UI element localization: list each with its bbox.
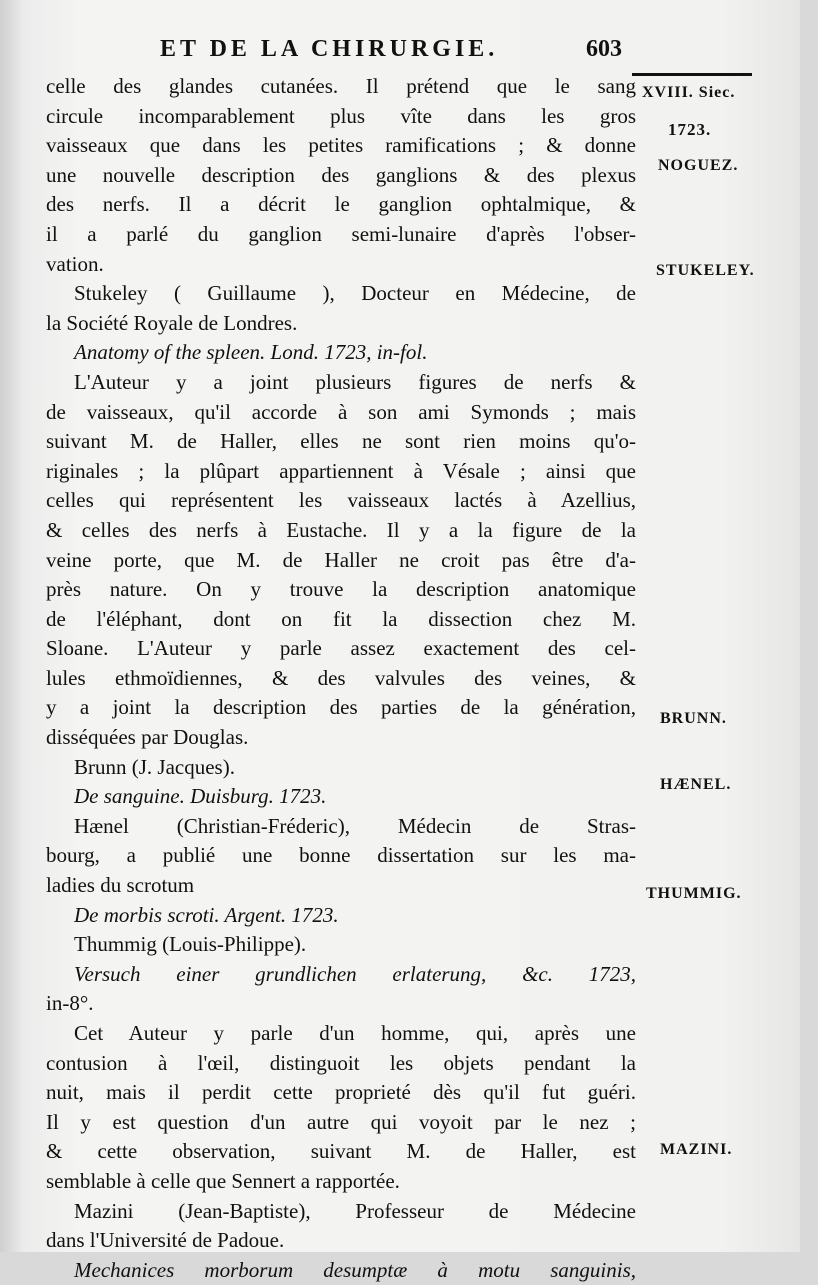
text-line: Sloane. L'Auteur y parle assez exactement des cel-	[46, 636, 636, 661]
text-line: Hænel (Christian-Fréderic), Médecin de Stras-	[74, 813, 636, 838]
text-line: De morbis scroti. Argent. 1723.	[74, 902, 339, 927]
body-text	[46, 72, 636, 1285]
text-line: Stukeley ( Guillaume ), Docteur en Médecine, de	[74, 281, 636, 306]
text-line: il a parlé du ganglion semi-lunaire d'après l'obser-	[46, 221, 636, 246]
text-line: Versuch einer grundlichen erlaterung, &c. 1723,	[74, 961, 636, 986]
text-line: Cet Auteur y parle d'un homme, qui, après une	[74, 1021, 636, 1045]
text-line: dans l'Université de Padoue.	[46, 1228, 285, 1253]
margin-name-noguez: NOGUEZ.	[658, 157, 739, 174]
text-line: semblable à celle que Sennert a rapportée.	[46, 1168, 400, 1193]
text-line: de vaisseaux, qu'il accorde à son ami Symonds ; mais	[46, 399, 636, 424]
page-number: 603	[586, 36, 622, 62]
text-line: Anatomy of the spleen. Lond. 1723, in-fol.	[74, 340, 428, 365]
text-line: & celles des nerfs à Eustache. Il y a la figure de la	[46, 517, 636, 542]
text-line: & cette observation, suivant M. de Haller, est	[46, 1139, 636, 1164]
text-line: disséquées par Douglas.	[46, 725, 249, 750]
margin-name-brunn: BRUNN.	[660, 710, 727, 727]
text-line: Thummig (Louis-Philippe).	[74, 932, 307, 957]
text-line: de l'éléphant, dont on fit la dissection chez M.	[46, 606, 636, 631]
text-line: celle des glandes cutanées. Il prétend que le sang	[46, 74, 636, 98]
margin-name-mazini: MAZINI.	[660, 1141, 733, 1158]
text-line: celles qui représentent les vaisseaux lactés à Azellius,	[46, 488, 636, 513]
margin-year: 1723.	[668, 120, 712, 139]
text-line: une nouvelle description des ganglions & des plexus	[46, 162, 636, 187]
text-line: bourg, a publié une bonne dissertation sur les ma-	[46, 843, 636, 868]
text-line: contusion à l'œil, distinguoit les objets pendant la	[46, 1050, 636, 1075]
text-line: des nerfs. Il a décrit le ganglion ophtalmique, &	[46, 192, 636, 217]
text-line: la Société Royale de Londres.	[46, 310, 298, 335]
text-line: suivant M. de Haller, elles ne sont rien moins qu'o-	[46, 429, 636, 454]
text-line: Brunn (J. Jacques).	[74, 754, 235, 779]
text-line: vaisseaux que dans les petites ramifications ; & donne	[46, 133, 636, 158]
text-line: Mechanices morborum desumptæ à motu sanguinis,	[74, 1257, 636, 1282]
text-line: près nature. On y trouve la description anatomique	[46, 577, 636, 602]
text-line: circule incomparablement plus vîte dans les gros	[46, 103, 636, 128]
margin-rule	[632, 73, 752, 76]
margin-name-thummig: THUMMIG.	[646, 885, 742, 902]
text-line: ladies du scrotum	[46, 873, 195, 898]
text-line: L'Auteur y a joint plusieurs figures de nerfs &	[74, 369, 636, 394]
text-line: lules ethmoïdiennes, & des valvules des veines, &	[46, 665, 636, 690]
text-line: De sanguine. Duisburg. 1723.	[74, 784, 327, 809]
page-header	[0, 36, 800, 66]
running-head: ET DE LA CHIRURGIE.	[160, 36, 499, 62]
margin-century: XVIII. Siec.	[642, 84, 736, 101]
text-line: in-8°.	[46, 991, 94, 1016]
text-line: nuit, mais il perdit cette proprieté dès qu'il fut guéri.	[46, 1080, 636, 1105]
text-line: y a joint la description des parties de la génération,	[46, 695, 636, 720]
text-line: riginales ; la plûpart appartiennent à Vésale ; ainsi que	[46, 458, 636, 483]
margin-name-stukeley: STUKELEY.	[656, 262, 755, 279]
text-line: veine porte, que M. de Haller ne croit pas être d'a-	[46, 547, 636, 572]
text-line: Il y est question d'un autre qui voyoit par le nez ;	[46, 1109, 636, 1134]
text-line: Mazini (Jean-Baptiste), Professeur de Médecine	[74, 1198, 636, 1223]
text-line: vation.	[46, 251, 104, 276]
margin-name-haenel: HÆNEL.	[660, 776, 732, 793]
